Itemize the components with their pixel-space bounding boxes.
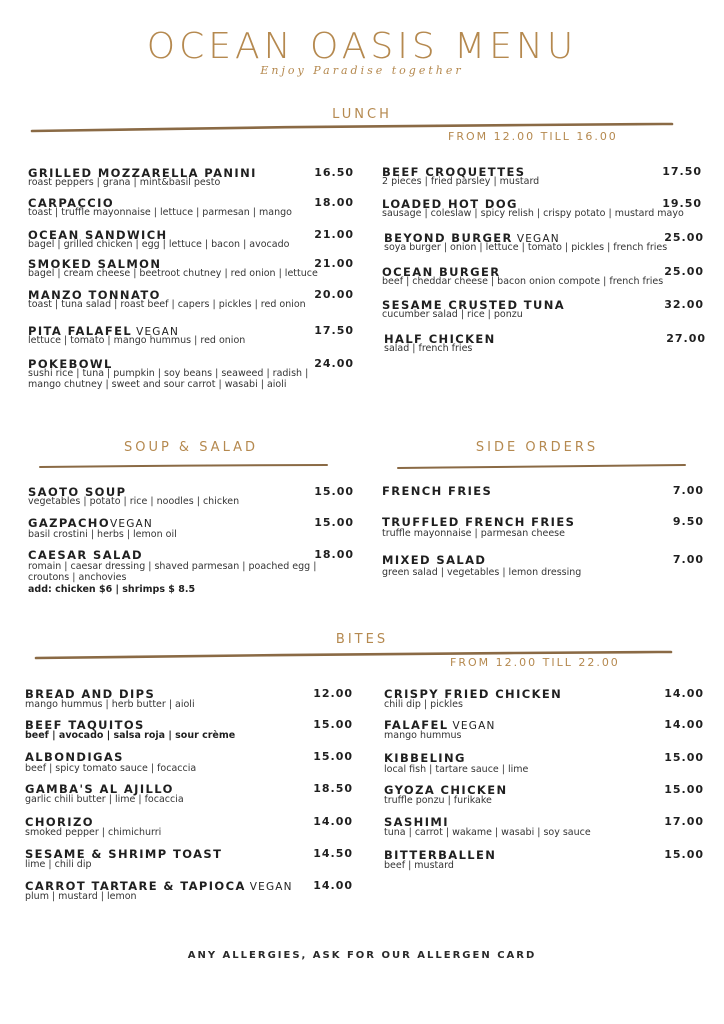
item-description: romain | caesar dressing | shaved parmesan | poached egg |	[28, 561, 317, 572]
item-description: tuna | carrot | wakame | wasabi | soy sauce	[384, 827, 591, 838]
item-description: beef | avocado | salsa roja | sour crème	[25, 730, 236, 741]
menu-item-carpaccio	[28, 196, 354, 220]
item-price: 18.50	[313, 782, 353, 795]
menu-item-ocean-burger	[382, 265, 704, 289]
soup-salad-title: SOUP & SALAD	[123, 440, 259, 455]
item-name: CARROT TARTARE & TAPIOCA VEGAN	[25, 879, 293, 893]
menu-item-falafel	[384, 718, 704, 742]
item-name: KIBBELING	[384, 751, 466, 765]
item-name: MANZO TONNATO	[28, 288, 161, 302]
item-name: GYOZA CHICKEN	[384, 783, 508, 797]
menu-item-caesar-salad	[28, 548, 354, 596]
item-price: 20.00	[314, 288, 354, 301]
lunch-title: LUNCH	[332, 107, 392, 122]
item-price: 15.00	[664, 848, 704, 861]
menu-item-french-fries	[382, 484, 704, 502]
item-description: vegetables | potato | rice | noodles | chicken	[28, 496, 240, 507]
item-description: toast | tuna salad | roast beef | capers | pickles | red onion	[28, 299, 306, 310]
menu-item-half-chicken	[384, 332, 706, 356]
item-description: beef | spicy tomato sauce | focaccia	[25, 763, 197, 774]
item-price: 21.00	[314, 257, 354, 270]
item-price: 25.00	[664, 231, 704, 244]
menu-item-bitterballen	[384, 848, 704, 872]
soup-salad-divider	[38, 460, 330, 470]
menu-item-albondigas	[25, 750, 353, 774]
item-price: 15.00	[664, 783, 704, 796]
side-orders-title: SIDE ORDERS	[475, 440, 599, 455]
item-description: salad | french fries	[384, 343, 473, 354]
item-description: beef | mustard	[384, 860, 454, 871]
item-description: toast | truffle mayonnaise | lettuce | parmesan | mango	[28, 207, 292, 218]
item-price: 19.50	[662, 197, 702, 210]
addon-note: add: chicken $6 | shrimps $ 8.5	[28, 584, 196, 595]
menu-item-gazpacho	[28, 516, 354, 542]
menu-item-truffled-french-fries	[382, 515, 704, 541]
vegan-tag: VEGAN	[136, 326, 180, 338]
item-price: 12.00	[313, 687, 353, 700]
item-name: BEEF CROQUETTES	[382, 165, 526, 179]
bites-hours: FROM 12.00 TILL 22.00	[450, 656, 620, 669]
item-name: ALBONDIGAS	[25, 750, 124, 764]
vegan-tag: VEGAN	[110, 518, 153, 530]
menu-tagline: Enjoy Paradise together	[260, 64, 464, 77]
item-description: soya burger | onion | lettuce | tomato | pickles | french fries	[384, 242, 668, 253]
item-description: truffle mayonnaise | parmesan cheese	[382, 528, 565, 539]
menu-item-sesame-shrimp-toast	[25, 847, 353, 871]
item-name: LOADED HOT DOG	[382, 197, 518, 211]
item-description: green salad | vegetables | lemon dressing	[382, 567, 582, 578]
item-price: 15.00	[313, 718, 353, 731]
item-price: 7.00	[672, 553, 704, 566]
item-name: FRENCH FRIES	[382, 484, 493, 498]
item-name: OCEAN SANDWICH	[28, 228, 168, 242]
item-price: 18.00	[314, 196, 354, 209]
item-price: 24.00	[314, 357, 354, 370]
side-orders-divider	[396, 461, 688, 471]
menu-item-pita-falafel	[28, 324, 354, 348]
item-price: 16.50	[314, 166, 354, 179]
item-name: BEYOND BURGER VEGAN	[384, 231, 560, 245]
menu-item-bread-and-dips	[25, 687, 353, 711]
item-price: 7.00	[672, 484, 704, 497]
menu-title: OCEAN OASIS MENU	[146, 26, 578, 67]
item-price: 15.00	[664, 751, 704, 764]
item-description: lime | chili dip	[25, 859, 92, 870]
item-description: plum | mustard | lemon	[25, 891, 137, 902]
item-name: CARPACCIO	[28, 196, 115, 210]
item-description: beef | cheddar cheese | bacon onion compote | french fries	[382, 276, 664, 287]
item-description: bagel | grilled chicken | egg | lettuce | bacon | avocado	[28, 239, 290, 250]
item-name: HALF CHICKEN	[384, 332, 496, 346]
item-name: BEEF TAQUITOS	[25, 718, 145, 732]
item-price: 27.00	[666, 332, 706, 345]
item-price: 14.00	[664, 687, 704, 700]
item-name: BREAD AND DIPS	[25, 687, 156, 701]
menu-item-crispy-fried-chicken	[384, 687, 704, 711]
item-description: mango hummus | herb butter | aioli	[25, 699, 195, 710]
item-price: 15.00	[313, 750, 353, 763]
menu-item-sashimi	[384, 815, 704, 839]
item-price: 14.00	[664, 718, 704, 731]
item-name: SAOTO SOUP	[28, 485, 127, 499]
item-description-line2: mango chutney | sweet and sour carrot | wasabi | aioli	[28, 379, 287, 390]
item-price: 14.00	[313, 879, 353, 892]
item-description-line2: croutons | anchovies	[28, 572, 127, 583]
item-name: PITA FALAFEL VEGAN	[28, 324, 180, 338]
menu-item-beef-croquettes	[382, 165, 702, 189]
item-name: GAZPACHOVEGAN	[28, 516, 153, 530]
item-price: 14.00	[313, 815, 353, 828]
item-name: TRUFFLED FRENCH FRIES	[382, 515, 576, 529]
item-name: CHORIZO	[25, 815, 94, 829]
item-price: 21.00	[314, 228, 354, 241]
item-name: SASHIMI	[384, 815, 449, 829]
item-price: 18.00	[314, 548, 354, 561]
item-name: GRILLED MOZZARELLA PANINI	[28, 166, 257, 180]
item-name: SESAME CRUSTED TUNA	[382, 298, 566, 312]
item-name: SESAME & SHRIMP TOAST	[25, 847, 223, 861]
item-name: SMOKED SALMON	[28, 257, 162, 271]
menu-item-sesame-crusted-tuna	[382, 298, 704, 322]
menu-item-carrot-tartare-tapioca	[25, 879, 353, 903]
menu-item-beef-taquitos	[25, 718, 353, 742]
menu-item-beyond-burger	[384, 231, 704, 255]
item-name: BITTERBALLEN	[384, 848, 497, 862]
item-description: lettuce | tomato | mango hummus | red onion	[28, 335, 246, 346]
menu-item-grilled-mozzarella-panini	[28, 166, 354, 190]
allergen-note: ANY ALLERGIES, ASK FOR OUR ALLERGEN CARD	[187, 950, 537, 961]
item-name: OCEAN BURGER	[382, 265, 501, 279]
item-price: 9.50	[672, 515, 704, 528]
item-description: garlic chili butter | lime | focaccia	[25, 794, 184, 805]
menu-item-pokebowl	[28, 357, 354, 393]
menu-item-chorizo	[25, 815, 353, 839]
item-name: POKEBOWL	[28, 357, 113, 371]
item-name: MIXED SALAD	[382, 553, 487, 567]
menu-item-mixed-salad	[382, 553, 704, 579]
item-description: smoked pepper | chimichurri	[25, 827, 162, 838]
item-price: 32.00	[664, 298, 704, 311]
vegan-tag: VEGAN	[452, 720, 496, 732]
item-name: CAESAR SALAD	[28, 548, 143, 562]
item-description: chili dip | pickles	[384, 699, 463, 710]
item-price: 25.00	[664, 265, 704, 278]
item-description: 2 pieces | fried parsley | mustard	[382, 176, 540, 187]
menu-item-gyoza-chicken	[384, 783, 704, 807]
menu-item-loaded-hot-dog	[382, 197, 702, 221]
item-description: bagel | cream cheese | beetroot chutney | red onion | lettuce	[28, 268, 318, 279]
menu-item-manzo-tonnato	[28, 288, 354, 312]
item-price: 15.00	[314, 516, 354, 529]
item-name: CRISPY FRIED CHICKEN	[384, 687, 563, 701]
item-name: FALAFEL VEGAN	[384, 718, 496, 732]
item-description: basil crostini | herbs | lemon oil	[28, 529, 177, 540]
item-description: truffle ponzu | furikake	[384, 795, 492, 806]
item-description: roast peppers | grana | mint&basil pesto	[28, 177, 221, 188]
item-name: GAMBA'S AL AJILLO	[25, 782, 174, 796]
menu-item-ocean-sandwich	[28, 228, 354, 252]
item-price: 14.50	[313, 847, 353, 860]
bites-title: BITES	[335, 632, 389, 647]
menu-item-kibbeling	[384, 751, 704, 775]
vegan-tag: VEGAN	[516, 233, 560, 245]
lunch-hours: FROM 12.00 TILL 16.00	[448, 130, 618, 143]
vegan-tag: VEGAN	[249, 881, 293, 893]
item-price: 17.00	[664, 815, 704, 828]
item-description: sushi rice | tuna | pumpkin | soy beans | seaweed | radish |	[28, 368, 309, 379]
item-description: cucumber salad | rice | ponzu	[382, 309, 523, 320]
item-price: 17.50	[662, 165, 702, 178]
item-price: 15.00	[314, 485, 354, 498]
item-description: mango hummus	[384, 730, 462, 741]
item-description: sausage | coleslaw | spicy relish | crispy potato | mustard mayo	[382, 208, 684, 219]
menu-item-smoked-salmon	[28, 257, 354, 281]
menu-item-saoto-soup	[28, 485, 354, 509]
item-price: 17.50	[314, 324, 354, 337]
menu-item-gambas-al-ajillo	[25, 782, 353, 806]
item-description: local fish | tartare sauce | lime	[384, 764, 529, 775]
